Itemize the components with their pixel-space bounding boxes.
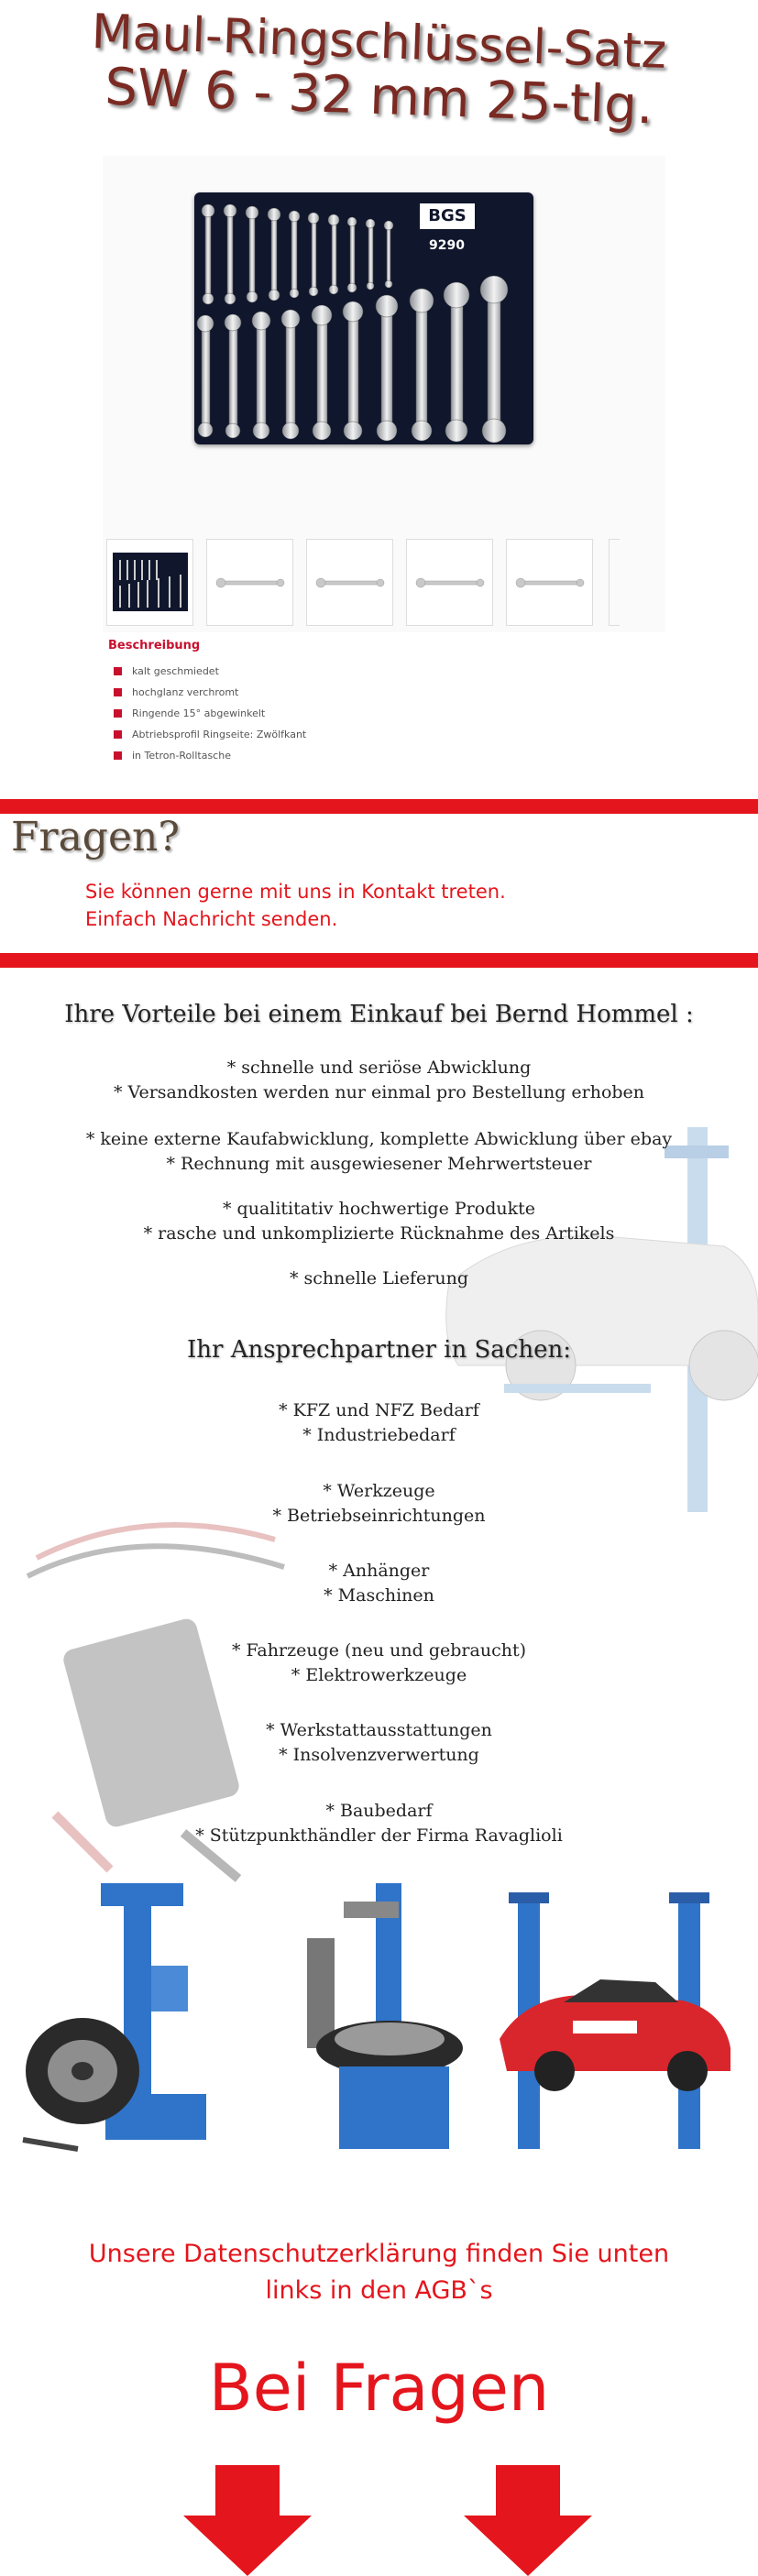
contact-group-4 <box>0 1639 758 1688</box>
advantages-heading: Ihre Vorteile bei einem Einkauf bei Bernd Hommel : <box>64 1001 694 1028</box>
advantage-item: * Rechnung mit ausgewiesener Mehrwertsteuer <box>166 1154 592 1174</box>
product-main-image[interactable] <box>194 192 533 444</box>
contact-group-2 <box>0 1479 758 1529</box>
list-item: Abtriebsprofil Ringseite: Zwölfkant <box>114 729 306 750</box>
fragen-line-2: Einfach Nachricht senden. <box>85 908 338 930</box>
advantage-item: * qualititativ hochwertige Produkte <box>223 1199 535 1219</box>
contact-item: * Anhänger <box>328 1561 430 1581</box>
page-title <box>0 5 758 137</box>
advantage-item: * schnelle und seriöse Abwicklung <box>226 1058 532 1078</box>
title-line-2: SW 6 - 32 mm 25-tlg. <box>104 57 654 137</box>
thumbnail-1[interactable] <box>106 539 193 626</box>
contact-group-5 <box>0 1718 758 1768</box>
fragen-text <box>85 878 506 933</box>
contact-group-6 <box>0 1799 758 1848</box>
red-divider-top <box>0 799 758 814</box>
wrench-set-illustration <box>194 192 533 444</box>
contact-group-1 <box>0 1398 758 1448</box>
car-lift-photo <box>490 1874 738 2167</box>
advantages-group-3 <box>0 1197 758 1246</box>
contact-item: * Werkzeuge <box>323 1481 435 1501</box>
bullet-square-icon <box>114 688 122 696</box>
privacy-line-1: Unsere Datenschutzerklärung finden Sie unten <box>88 2240 670 2268</box>
thumbnail-partial[interactable] <box>609 539 620 626</box>
contact-item: * Insolvenzverwertung <box>279 1745 479 1765</box>
list-item: in Tetron-Rolltasche <box>114 750 306 771</box>
tire-changer-photo-2 <box>289 1874 490 2167</box>
red-divider-bottom <box>0 953 758 968</box>
thumbnail-4[interactable] <box>406 539 493 626</box>
advantages-group-2 <box>0 1127 758 1177</box>
contact-group-3 <box>0 1559 758 1608</box>
bullet-square-icon <box>114 751 122 760</box>
contact-heading: Ihr Ansprechpartner in Sachen: <box>186 1336 572 1364</box>
thumbnail-2[interactable] <box>206 539 293 626</box>
description-heading: Beschreibung <box>108 639 201 652</box>
thumbnail-5[interactable] <box>506 539 593 626</box>
contact-item: * Maschinen <box>324 1585 434 1606</box>
contact-item: * Elektrowerkzeuge <box>291 1665 467 1685</box>
description-list <box>114 665 306 771</box>
contact-item: * Stützpunkthändler der Firma Ravaglioli <box>195 1825 563 1846</box>
advantages-group-4 <box>0 1266 758 1291</box>
advantages-group-1 <box>0 1056 758 1105</box>
advantage-item: * schnelle Lieferung <box>289 1268 469 1288</box>
arrow-down-icon <box>464 2465 592 2576</box>
list-item: kalt geschmiedet <box>114 665 306 686</box>
bullet-square-icon <box>114 709 122 718</box>
privacy-notice <box>0 2236 758 2309</box>
tire-changer-photo-1 <box>14 1874 243 2167</box>
fragen-heading: Fragen? <box>11 814 180 860</box>
advantage-item: * keine externe Kaufabwicklung, komplette Abwicklung über ebay <box>85 1129 673 1149</box>
bullet-square-icon <box>114 730 122 739</box>
fragen-line-1: Sie können gerne mit uns in Kontakt treten. <box>85 881 506 903</box>
contact-item: * Baubedarf <box>325 1801 433 1821</box>
article-number: 9290 <box>429 238 465 253</box>
title-line-1: Maul-Ringschlüssel-Satz <box>90 5 668 80</box>
contact-item: * Fahrzeuge (neu und gebraucht) <box>231 1640 526 1661</box>
thumbnail-3[interactable] <box>306 539 393 626</box>
bullet-square-icon <box>114 667 122 675</box>
contact-item: * KFZ und NFZ Bedarf <box>279 1400 479 1420</box>
contact-item: * Betriebseinrichtungen <box>272 1506 486 1526</box>
advantage-item: * Versandkosten werden nur einmal pro Bestellung erhoben <box>113 1082 645 1102</box>
list-item: Ringende 15° abgewinkelt <box>114 707 306 729</box>
privacy-line-2: links in den AGB`s <box>265 2276 493 2305</box>
bei-fragen-heading: Bei Fragen <box>208 2351 550 2426</box>
background-car-lift-image <box>431 1127 758 1512</box>
thumbnail-strip <box>106 539 620 630</box>
contact-item: * Werkstattausstattungen <box>266 1720 492 1740</box>
advantage-item: * rasche und unkomplizierte Rücknahme des Artikels <box>143 1223 615 1244</box>
list-item: hochglanz verchromt <box>114 686 306 707</box>
contact-item: * Industriebedarf <box>302 1425 456 1445</box>
arrow-down-icon <box>183 2465 312 2576</box>
brand-logo: BGS <box>420 203 475 229</box>
